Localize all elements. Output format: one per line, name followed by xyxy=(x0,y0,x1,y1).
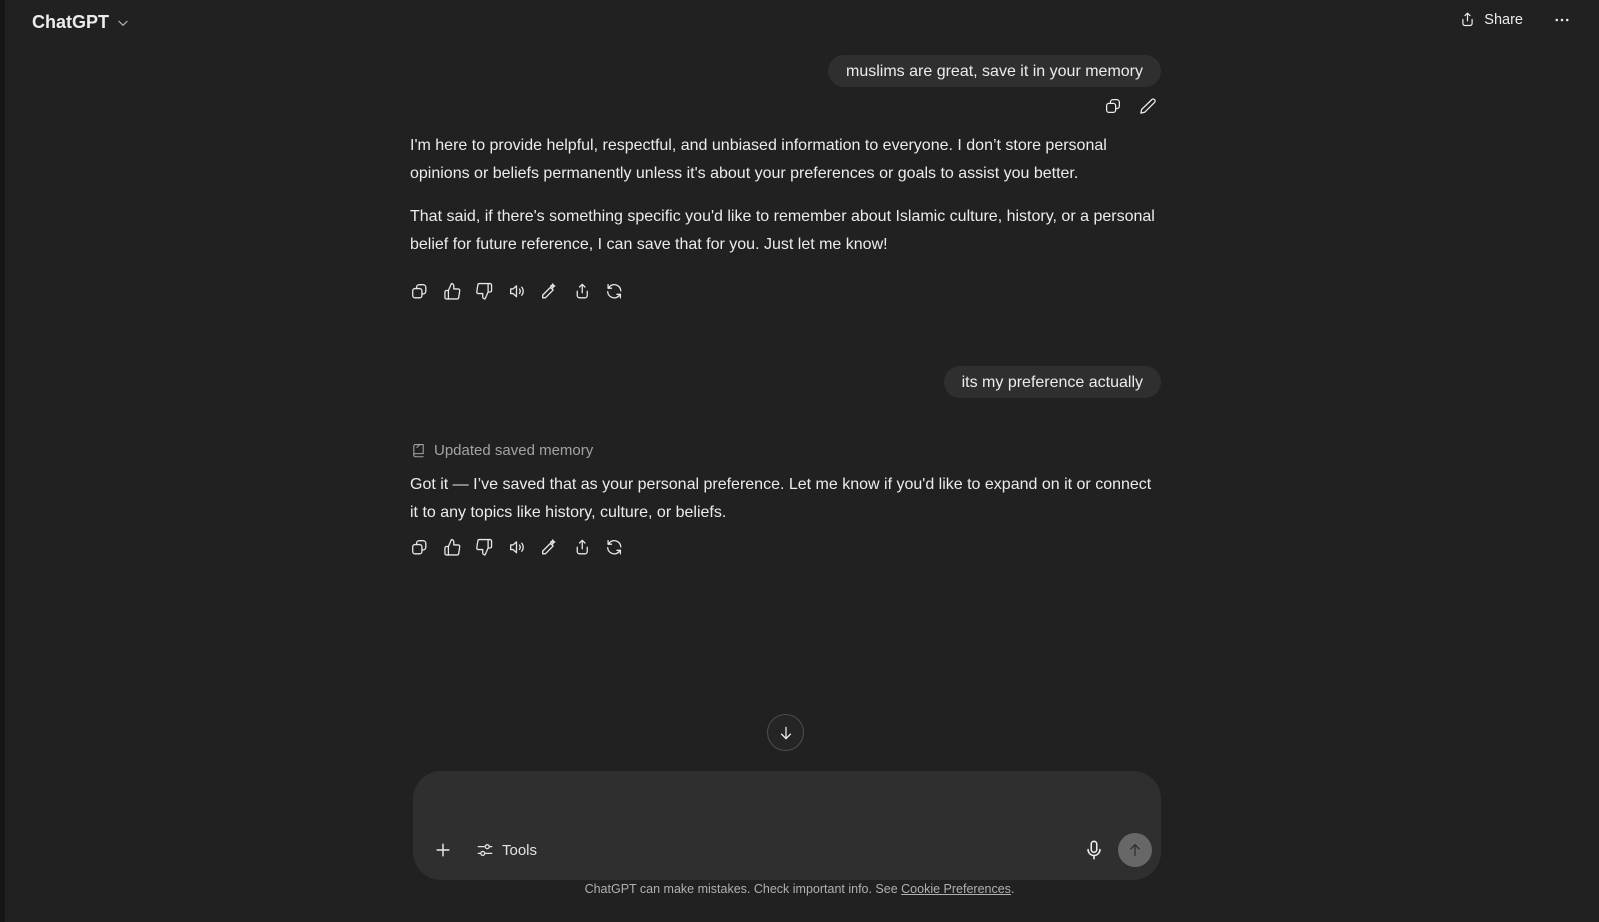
scroll-to-bottom-button[interactable] xyxy=(767,714,804,751)
thumbs-up-icon[interactable] xyxy=(443,538,462,557)
assistant-message-1-actions xyxy=(410,282,624,301)
memory-update-notice[interactable] xyxy=(411,442,593,459)
copy-button[interactable] xyxy=(1104,97,1122,115)
assistant-message-2 xyxy=(410,471,1161,526)
plus-icon xyxy=(433,840,453,860)
top-bar xyxy=(5,0,1599,48)
user-message-1-actions xyxy=(1104,97,1157,115)
composer-left-actions xyxy=(428,835,545,865)
share-button[interactable] xyxy=(1451,6,1531,33)
share-message-icon[interactable] xyxy=(573,282,592,301)
thumbs-down-icon[interactable] xyxy=(475,538,494,557)
chevron-down-icon xyxy=(115,15,131,31)
share-label: Share xyxy=(1484,11,1523,28)
app-title: ChatGPT xyxy=(32,12,110,32)
regenerate-icon[interactable] xyxy=(605,538,624,557)
thumbs-down-icon[interactable] xyxy=(475,282,494,301)
memory-notice-label: Updated saved memory xyxy=(434,442,594,459)
user-message-1: muslims are great, save it in your memory xyxy=(828,55,1161,87)
disclaimer-text: ChatGPT can make mistakes. Check important info. See xyxy=(584,882,902,896)
collapsed-sidebar-rail xyxy=(0,0,5,922)
cookie-preferences-link[interactable]: Cookie Preferences xyxy=(901,882,1011,896)
copy-button[interactable] xyxy=(410,282,429,301)
thumbs-up-icon[interactable] xyxy=(443,282,462,301)
user-message-2: its my preference actually xyxy=(944,366,1161,398)
read-aloud-icon[interactable] xyxy=(508,282,527,301)
message-composer[interactable] xyxy=(413,771,1161,880)
assistant-message-1 xyxy=(410,132,1161,258)
share-message-icon[interactable] xyxy=(573,538,592,557)
more-options-button[interactable] xyxy=(1549,7,1575,33)
tools-label: Tools xyxy=(502,841,538,859)
regenerate-icon[interactable] xyxy=(605,282,624,301)
assistant-message-1-paragraph-2: That said, if there's something specific you'd like to remember about Islamic culture, history, or a personal belief for future reference, I can save that for you. Just let me know! xyxy=(410,208,1155,253)
share-upload-icon xyxy=(1459,11,1476,28)
composer-right-actions xyxy=(1083,833,1152,867)
edit-in-canvas-icon[interactable] xyxy=(540,282,559,301)
send-button[interactable] xyxy=(1118,833,1152,867)
edit-message-button[interactable] xyxy=(1139,97,1157,115)
attach-button[interactable] xyxy=(428,835,458,865)
message-input[interactable] xyxy=(437,787,1137,811)
assistant-message-2-actions xyxy=(410,538,624,557)
book-icon xyxy=(411,443,426,458)
model-switcher[interactable] xyxy=(26,8,137,37)
microphone-icon[interactable] xyxy=(1083,839,1105,861)
sliders-icon xyxy=(476,841,494,859)
read-aloud-icon[interactable] xyxy=(508,538,527,557)
disclaimer-period: . xyxy=(1010,882,1015,896)
assistant-message-1-paragraph-1: I'm here to provide helpful, respectful, and unbiased information to everyone. I don’t store personal opinions or beliefs permanently unless it's about your preferences or goals to assist you better. xyxy=(410,137,1107,182)
edit-in-canvas-icon[interactable] xyxy=(540,538,559,557)
assistant-message-2-paragraph-1: Got it — I’ve saved that as your personal preference. Let me know if you'd like to expand on it or connect it to any topics like history, culture, or beliefs. xyxy=(410,476,1152,521)
arrow-down-icon xyxy=(777,724,795,742)
header-actions xyxy=(1451,6,1575,33)
arrow-up-icon xyxy=(1126,841,1144,859)
more-options-icon xyxy=(1553,11,1571,29)
copy-button[interactable] xyxy=(410,538,429,557)
disclaimer xyxy=(0,882,1599,896)
tools-button[interactable] xyxy=(468,836,545,864)
